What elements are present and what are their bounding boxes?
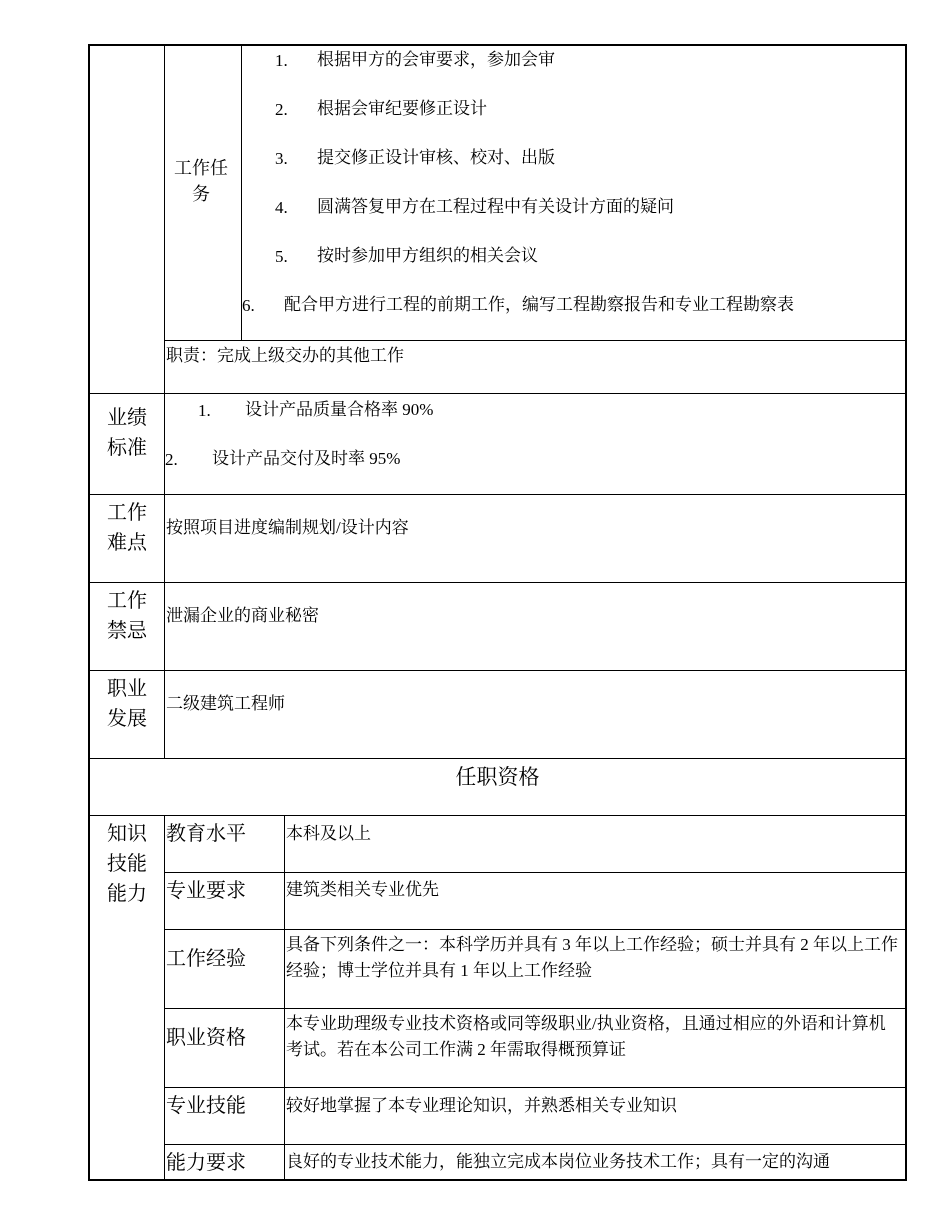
tasks-label: 工作任务 xyxy=(174,158,228,204)
duty-text: 职责：完成上级交办的其他工作 xyxy=(166,346,404,365)
perf-num-1: 1. xyxy=(198,401,211,420)
task-num-3: 3. xyxy=(275,149,288,168)
divider-qual xyxy=(284,816,285,1180)
taboo-text: 泄漏企业的商业秘密 xyxy=(166,606,319,625)
task-num-1: 1. xyxy=(275,51,288,70)
border-right xyxy=(905,44,907,1181)
qual-label-certification: 职业资格 xyxy=(166,1027,246,1049)
difficulty-label: 工作难点 xyxy=(107,502,147,554)
task-num-4: 4. xyxy=(275,198,288,217)
hline-q1 xyxy=(164,872,906,873)
hline-career-bottom xyxy=(88,758,906,759)
task-text-4: 圆满答复甲方在工程过程中有关设计方面的疑问 xyxy=(317,197,674,216)
career-label: 职业发展 xyxy=(107,678,147,730)
performance-label: 业绩标准 xyxy=(107,407,147,459)
hline-q4 xyxy=(164,1087,906,1088)
hline-duty-bottom xyxy=(88,393,906,394)
qual-text-skills: 较好地掌握了本专业理论知识，并熟悉相关专业知识 xyxy=(286,1096,677,1115)
border-bottom xyxy=(88,1179,907,1181)
task-text-3: 提交修正设计审核、校对、出版 xyxy=(317,148,555,167)
qual-text-experience: 具备下列条件之一：本科学历并具有 3 年以上工作经验；硕士并具有 2 年以上工作经验；博士学位并具有 1 年以上工作经验 xyxy=(286,935,898,980)
task-text-5: 按时参加甲方组织的相关会议 xyxy=(317,246,538,265)
perf-text-2: 设计产品交付及时率 95% xyxy=(212,449,401,468)
difficulty-text: 按照项目进度编制规划/设计内容 xyxy=(166,518,409,537)
qual-label-ability: 能力要求 xyxy=(166,1152,246,1174)
perf-text-1: 设计产品质量合格率 90% xyxy=(245,400,434,419)
perf-num-2: 2. xyxy=(165,450,178,469)
qualifications-group-label: 知识技能能力 xyxy=(107,823,147,905)
qual-text-major: 建筑类相关专业优先 xyxy=(286,880,439,899)
taboo-label: 工作禁忌 xyxy=(107,590,147,642)
hline-taboo-bottom xyxy=(88,670,906,671)
task-num-2: 2. xyxy=(275,100,288,119)
qualifications-title: 任职资格 xyxy=(455,765,540,789)
qual-label-experience: 工作经验 xyxy=(166,948,246,970)
hline-section-bottom xyxy=(88,815,906,816)
career-text: 二级建筑工程师 xyxy=(166,694,285,713)
task-text-1: 根据甲方的会审要求，参加会审 xyxy=(317,50,555,69)
qual-text-education: 本科及以上 xyxy=(286,824,371,843)
hline-diff-bottom xyxy=(88,582,906,583)
hline-q5 xyxy=(164,1144,906,1145)
qual-label-education: 教育水平 xyxy=(166,823,246,845)
hline-q3 xyxy=(164,1008,906,1009)
qual-text-ability: 良好的专业技术能力，能独立完成本岗位业务技术工作；具有一定的沟通 xyxy=(286,1152,830,1171)
border-top xyxy=(88,44,907,46)
divider-col1 xyxy=(164,44,165,759)
qual-label-major: 专业要求 xyxy=(166,880,246,902)
task-text-2: 根据会审纪要修正设计 xyxy=(317,99,487,118)
qual-label-skills: 专业技能 xyxy=(166,1095,246,1117)
task-num-5: 5. xyxy=(275,247,288,266)
hline-q2 xyxy=(164,929,906,930)
qual-text-certification: 本专业助理级专业技术资格或同等级职业/执业资格，且通过相应的外语和计算机考试。若在本公司工作满 2 年需取得概预算证 xyxy=(286,1014,886,1059)
hline-tasks-bottom xyxy=(164,340,906,341)
hline-perf-bottom xyxy=(88,494,906,495)
task-num-6: 6. xyxy=(242,296,255,315)
task-text-6: 配合甲方进行工程的前期工作，编写工程勘察报告和专业工程勘察表 xyxy=(284,295,794,314)
